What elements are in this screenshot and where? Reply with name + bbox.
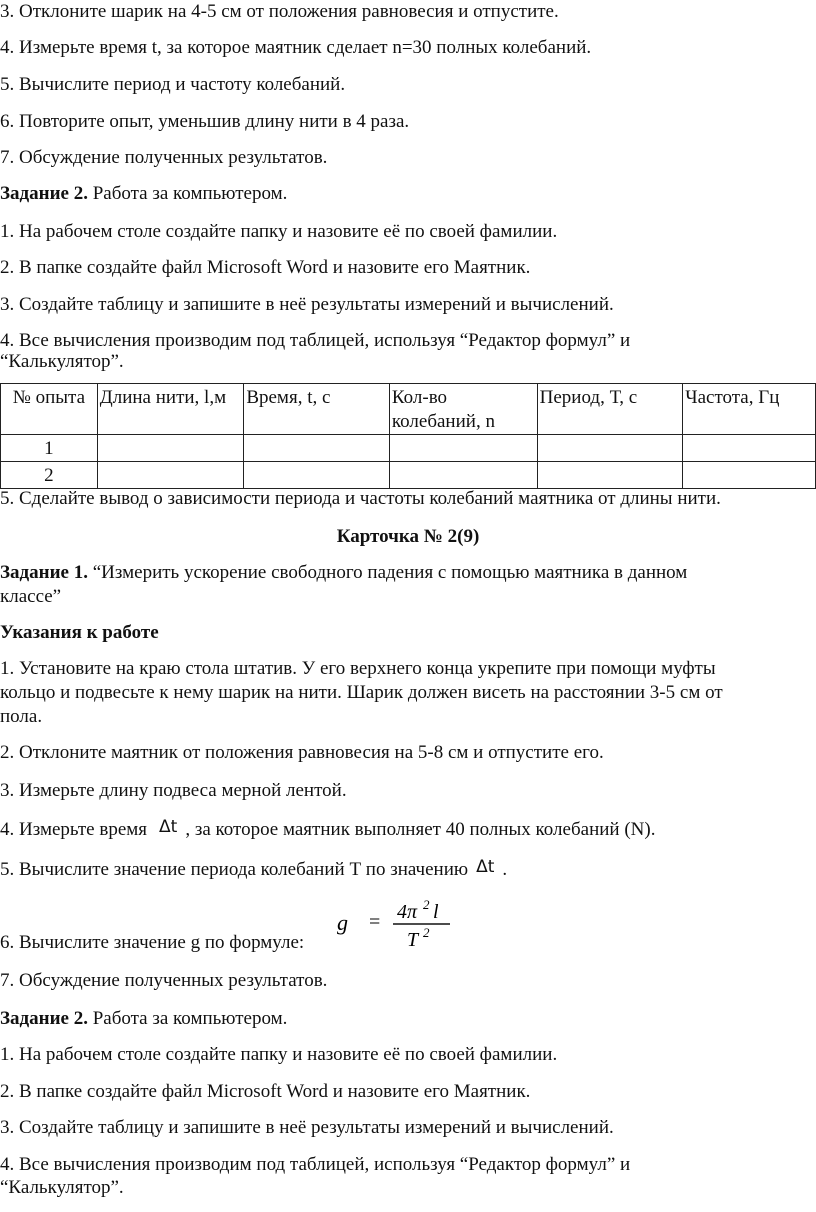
card-title: Карточка № 2(9) [336, 526, 480, 547]
step-4-text: 4. Измерьте время Δt , за которое маятник выполняет 40 полных колебаний (N). [0, 817, 656, 840]
table-header-cell: № опыта [1, 384, 98, 435]
table-cell [244, 435, 390, 462]
table-header-cell: Время, t, с [244, 384, 390, 435]
task2-item-4-line2: “Калькулятор”. [0, 1177, 124, 1198]
task2-item-4-line1: 4. Все вычисления производим под таблицей, используя “Редактор формул” и [0, 330, 631, 351]
task2-item-4-line2: “Калькулятор”. [0, 351, 124, 372]
formula-eq: = [369, 911, 381, 933]
table-header-row [1, 384, 816, 435]
table-row [1, 435, 816, 462]
step-6-text: 6. Повторите опыт, уменьшив длину нити в 4 раза. [0, 111, 410, 132]
step-3-text: 3. Отклоните шарик на 4-5 см от положения равновесия и отпустите. [0, 1, 559, 22]
card-task1-line1: Задание 1. “Измерить ускорение свободного падения с помощью маятника в данном [0, 562, 688, 583]
step-1-line1: 1. Установите на краю стола штатив. У его верхнего конца укрепите при помощи муфты [0, 658, 716, 679]
table-cell-number: 2 [1, 462, 98, 489]
table-cell [244, 462, 390, 489]
instructions-title: Указания к работе [0, 622, 159, 643]
card-task1-line2: классе” [0, 586, 62, 607]
step-6-text: 6. Вычислите значение g по формуле: [0, 932, 305, 953]
step-2-text: 2. Отклоните маятник от положения равновесия на 5-8 см и отпустите его. [0, 742, 604, 763]
gravity-formula [335, 898, 460, 958]
formula-denominator: T [407, 929, 419, 951]
table-header-cell: Длина нити, l,м [97, 384, 244, 435]
table-header-cell: Период, Т, с [537, 384, 683, 435]
task2-item-3: 3. Создайте таблицу и запишите в неё результаты измерений и вычислений. [0, 294, 614, 315]
table-header-cell: Частота, Гц [683, 384, 816, 435]
delta-t-symbol: Δt [159, 817, 178, 837]
results-table [0, 383, 816, 489]
step-4-text: 4. Измерьте время t, за которое маятник сделает n=30 полных колебаний. [0, 37, 592, 58]
step-3-text: 3. Измерьте длину подвеса мерной лентой. [0, 780, 347, 801]
step-7-text: 7. Обсуждение полученных результатов. [0, 970, 328, 991]
step-1-line3: пола. [0, 706, 43, 727]
task2-item-3: 3. Создайте таблицу и запишите в неё результаты измерений и вычислений. [0, 1117, 614, 1138]
task2-heading [0, 182, 287, 206]
conclusion-text: 5. Сделайте вывод о зависимости периода и частоты колебаний маятника от длины нити. [0, 488, 721, 509]
delta-t-symbol: Δt [476, 857, 495, 877]
formula-exp-den: 2 [423, 925, 430, 940]
table-cell [537, 435, 683, 462]
formula-l: l [433, 901, 439, 923]
table-cell-number: 1 [1, 435, 98, 462]
task2-subtitle: Работа за компьютером. [87, 183, 288, 204]
task2-item-1: 1. На рабочем столе создайте папку и назовите её по своей фамилии. [0, 1044, 558, 1065]
step-7-text: 7. Обсуждение полученных результатов. [0, 147, 328, 168]
task2-title: Задание 2. [0, 1008, 88, 1029]
table-cell [97, 435, 244, 462]
step-5-text: 5. Вычислите значение периода колебаний Т по значению Δt . [0, 857, 508, 880]
task2-item-2: 2. В папке создайте файл Microsoft Word и назовите его Маятник. [0, 257, 531, 278]
formula-numerator: 4π [397, 901, 418, 923]
formula-exp-num: 2 [423, 898, 430, 912]
task2-item-1: 1. На рабочем столе создайте папку и назовите её по своей фамилии. [0, 221, 558, 242]
step-5-text: 5. Вычислите период и частоту колебаний. [0, 74, 346, 95]
table-cell [389, 435, 537, 462]
table-cell [389, 462, 537, 489]
task2-heading [0, 1007, 287, 1031]
table-header-cell: Кол-во колебаний, n [389, 384, 537, 435]
step-1-line2: кольцо и подвесьте к нему шарик на нити. Шарик должен висеть на расстоянии 3-5 см от [0, 682, 723, 703]
formula-g: g [337, 910, 348, 935]
task2-item-2: 2. В папке создайте файл Microsoft Word и назовите его Маятник. [0, 1081, 531, 1102]
table-cell [97, 462, 244, 489]
table-row [1, 462, 816, 489]
task2-subtitle: Работа за компьютером. [87, 1008, 288, 1029]
task2-title: Задание 2. [0, 183, 88, 204]
task2-item-4-line1: 4. Все вычисления производим под таблицей, используя “Редактор формул” и [0, 1154, 631, 1175]
card-task1-title: Задание 1. [0, 562, 88, 583]
table-cell [683, 435, 816, 462]
table-cell [537, 462, 683, 489]
table-cell [683, 462, 816, 489]
